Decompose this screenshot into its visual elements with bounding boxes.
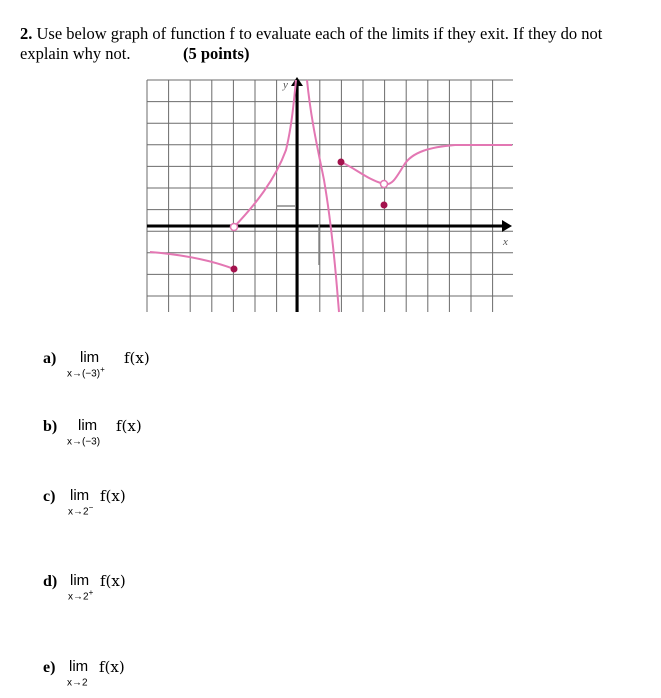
closed-point-below-dip (381, 202, 388, 209)
part-label: d) (43, 573, 58, 590)
y-axis-label: y (283, 79, 288, 91)
part-label: a) (43, 350, 57, 367)
graph-grid (147, 80, 513, 312)
open-point-dip (381, 181, 388, 188)
limit-function: f(x) (100, 487, 126, 505)
x-axis-arrow (502, 220, 512, 232)
part-label: e) (43, 659, 56, 676)
limit-approach: x→2 (67, 677, 88, 689)
limit-function: f(x) (100, 572, 126, 590)
limit-word: lim (69, 658, 89, 675)
closed-point-dip-start (338, 159, 345, 166)
curve-right-segment (404, 145, 512, 165)
y-axis-arrow (291, 77, 303, 86)
limit-approach: x→2+ (68, 588, 94, 603)
limit-function: f(x) (99, 658, 125, 676)
part-label: b) (43, 418, 58, 435)
question-points: (5 points) (183, 44, 250, 63)
question-number: 2. (20, 24, 33, 43)
limit-approach: x→2− (68, 503, 94, 518)
closed-point-left-end (231, 266, 238, 273)
limit-word: lim (78, 417, 98, 434)
limit-function: f(x) (116, 417, 142, 435)
limit-function: f(x) (124, 349, 150, 367)
limit-word: lim (70, 572, 90, 589)
curve-left-segment (150, 252, 234, 269)
limit-approach: x→(−3)+ (67, 365, 105, 380)
part-label: c) (43, 488, 56, 505)
open-point-on-axis (231, 224, 238, 231)
limit-word: lim (70, 487, 90, 504)
curve-dip-segment (341, 162, 404, 184)
question-text-line-2: explain why not. (20, 44, 131, 63)
question-text-line-1: Use below graph of function f to evaluate each of the limits if they exit. If they do not (36, 24, 603, 43)
x-axis-label: x (503, 236, 508, 248)
limit-approach: x→(−3) (67, 436, 101, 448)
curve-decreasing-from-asymptote (307, 80, 339, 312)
limit-word: lim (80, 349, 100, 366)
